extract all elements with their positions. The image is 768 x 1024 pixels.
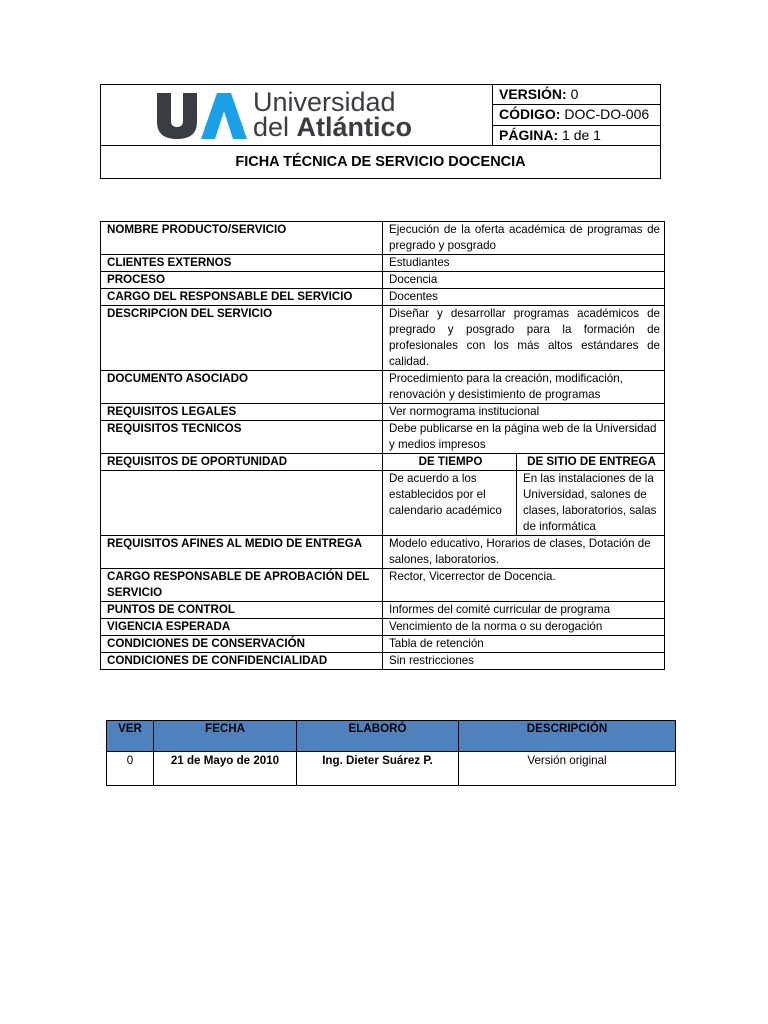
form-title: FICHA TÉCNICA DE SERVICIO DOCENCIA: [101, 146, 661, 179]
version-label: VERSIÓN:: [499, 86, 567, 103]
page-label: PÁGINA:: [499, 126, 559, 143]
service-info-table: [100, 221, 665, 670]
code-label: CÓDIGO:: [499, 106, 561, 123]
site-value: En las instalaciones de la Universidad, salones de clases, laboratorios, salas de informática: [517, 471, 665, 536]
approval-value: Rector, Vicerrector de Docencia.: [383, 569, 665, 602]
logo-cell: [101, 85, 493, 146]
confidentiality-value: Sin restricciones: [383, 653, 665, 670]
page-cell: [493, 125, 661, 145]
university-name: [253, 87, 413, 142]
legal-label: REQUISITOS LEGALES: [101, 404, 383, 421]
technical-value: Debe publicarse en la página web de la Universidad y medios impresos: [383, 421, 665, 454]
site-header: DE SITIO DE ENTREGA: [517, 454, 665, 471]
version-cell: [493, 85, 661, 105]
technical-label: REQUISITOS TECNICOS: [101, 421, 383, 454]
description-value: Diseñar y desarrollar programas académicos de pregrado y posgrado para la formación de profesionales con los más altos estándares de calidad.: [383, 306, 665, 371]
clients-label: CLIENTES EXTERNOS: [101, 255, 383, 272]
author-header: ELABORÓ: [297, 721, 459, 752]
conservation-value: Tabla de retención: [383, 636, 665, 653]
delivery-label: REQUISITOS AFINES AL MEDIO DE ENTREGA: [101, 536, 383, 569]
opportunity-empty-cell: [101, 471, 383, 536]
delivery-value: Modelo educativo, Horarios de clases, Dotación de salones, laboratorios.: [383, 536, 665, 569]
university-name-prefix: del: [253, 112, 297, 142]
description-header: DESCRIPCIÓN: [459, 721, 676, 752]
confidentiality-label: CONDICIONES DE CONFIDENCIALIDAD: [101, 653, 383, 670]
table-row: [101, 255, 665, 272]
university-name-bold: Atlántico: [296, 112, 413, 142]
ver-cell: 0: [107, 752, 154, 786]
table-row: [101, 653, 665, 670]
table-row: [101, 404, 665, 421]
table-row: [101, 602, 665, 619]
document-value: Procedimiento para la creación, modificación, renovación y desistimiento de programas: [383, 371, 665, 404]
university-logo: [101, 85, 492, 145]
description-label: DESCRIPCION DEL SERVICIO: [101, 306, 383, 371]
table-row: [101, 619, 665, 636]
university-name-line1: Universidad: [253, 87, 396, 117]
conservation-label: CONDICIONES DE CONSERVACIÓN: [101, 636, 383, 653]
responsible-label: CARGO DEL RESPONSABLE DEL SERVICIO: [101, 289, 383, 306]
document-label: DOCUMENTO ASOCIADO: [101, 371, 383, 404]
version-history-table: [106, 720, 676, 786]
table-row: [101, 471, 665, 536]
version-header-row: [107, 721, 676, 752]
product-label: NOMBRE PRODUCTO/SERVICIO: [101, 222, 383, 255]
time-value: De acuerdo a los establecidos por el calendario académico: [383, 471, 517, 536]
table-row: [101, 636, 665, 653]
ua-monogram-icon: [155, 91, 247, 139]
control-label: PUNTOS DE CONTROL: [101, 602, 383, 619]
table-row: [101, 454, 665, 471]
process-label: PROCESO: [101, 272, 383, 289]
description-cell: Versión original: [459, 752, 676, 786]
table-row: [101, 306, 665, 371]
version-value: 0: [570, 86, 579, 103]
product-value: Ejecución de la oferta académica de programas de pregrado y posgrado: [383, 222, 665, 255]
validity-label: VIGENCIA ESPERADA: [101, 619, 383, 636]
table-row: [107, 752, 676, 786]
table-row: [101, 421, 665, 454]
validity-value: Vencimiento de la norma o su derogación: [383, 619, 665, 636]
table-row: [101, 272, 665, 289]
table-row: [101, 371, 665, 404]
time-header: DE TIEMPO: [383, 454, 517, 471]
opportunity-label: REQUISITOS DE OPORTUNIDAD: [101, 454, 383, 471]
clients-value: Estudiantes: [383, 255, 665, 272]
date-header: FECHA: [154, 721, 297, 752]
table-row: [101, 569, 665, 602]
legal-value: Ver normograma institucional: [383, 404, 665, 421]
table-row: [101, 536, 665, 569]
table-row: [101, 289, 665, 306]
university-name-line2: [253, 112, 413, 142]
ver-header: VER: [107, 721, 154, 752]
table-row: [101, 222, 665, 255]
approval-label: CARGO RESPONSABLE DE APROBACIÓN DEL SERVICIO: [101, 569, 383, 602]
date-cell: 21 de Mayo de 2010: [154, 752, 297, 786]
code-cell: [493, 105, 661, 125]
page-value: 1 de 1: [562, 126, 601, 143]
process-value: Docencia: [383, 272, 665, 289]
code-value: DOC-DO-006: [564, 106, 650, 123]
author-cell: Ing. Dieter Suárez P.: [297, 752, 459, 786]
document-header: [100, 84, 661, 179]
control-value: Informes del comité curricular de programa: [383, 602, 665, 619]
responsible-value: Docentes: [383, 289, 665, 306]
